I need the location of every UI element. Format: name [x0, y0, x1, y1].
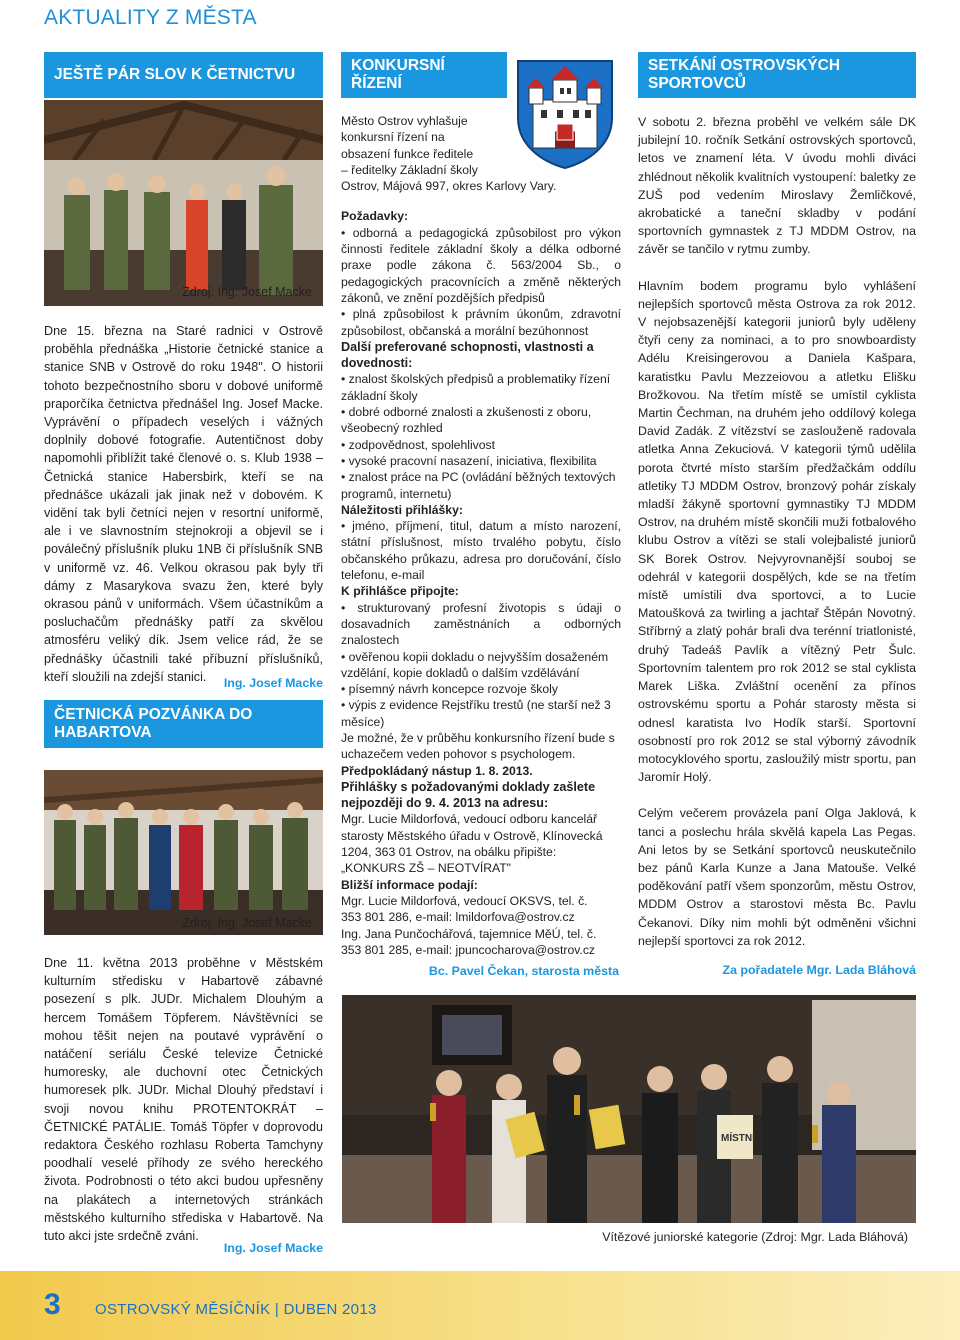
start-date: Předpokládaný nástup 1. 8. 2013. — [341, 763, 533, 778]
info-line: 353 801 285, e-mail: jpuncocharova@ostrov.cz — [341, 942, 596, 957]
info-line: Ing. Jana Punčochářová, tajemnice MěÚ, tel. č. — [341, 926, 597, 941]
attachments-title: K přihlášce připojte: — [341, 584, 459, 599]
author1: Ing. Josef Macke — [223, 676, 323, 690]
preferred-item: • dobré odborné znalosti a zkušenosti z oboru, všeobecný rozhled — [341, 405, 592, 436]
intro-line: – ředitelky Základní školy — [341, 162, 478, 177]
photo1-credit: Zdroj: Ing. Josef Macke — [182, 285, 312, 299]
preferred-title: Další preferované schopnosti, vlastnosti a dovednosti: — [341, 339, 594, 371]
deadline: Přihlášky s požadovanými doklady zašlete nejpozději do 9. 4. 2013 na adresu: — [341, 779, 596, 811]
photo-award-winners-graphic — [342, 995, 916, 1223]
photo-costumes — [44, 770, 323, 935]
photo-banner-text: MÍSTNÍ — [721, 1133, 755, 1144]
photo-lecture — [44, 100, 323, 306]
heading-konkurs: KONKURSNÍ ŘÍZENÍ — [341, 52, 507, 98]
info-line: Mgr. Lucie Mildorfová, vedoucí OKSVS, tel. č. — [341, 893, 588, 908]
page-title: AKTUALITY Z MĚSTA — [44, 6, 257, 29]
article-cetnictvo-text: Dne 15. března na Staré radnici v Ostrově proběhla přednáška „Historie četnické stanice a stanice SNB v Ostrově do roku 1948". O historii tohoto bezpečnostního sboru v dobové uniformě praporčíka četnictva přednášel Ing. Josef Macke. Vyprávění o případech veselých i vážných doplnily dobové fotografie. Autentičnost doby napomohli přiblížit také členové o. s. Klub 1938 – Četnická stanice Habersbirk, kteří se na přednášce ukázali jak jinak než v dobovém. K vidění tak byli četníci nejen v resortní uniformě, ale i ve slavnostním stejnokroji a objevil se i poválečný příslušník pluku 1NB či příslušník SNB v uniformě vz. 46. Velkou okrasou pak byly tři dámy z Masarykova svazu žen, které byly okrasou pánů v uniformách. Všem účastníkům a posluchačům přednášky patří za skvělou atmosféru veliký dík. Jsem velice rád, že se přednášky účastnili také příbuzní příslušníků, kteří sloužili na zdejší stanici. — [44, 324, 323, 684]
address-line: „KONKURS ZŠ – NEOTVÍRAT" — [341, 861, 512, 876]
photo-award-winners — [342, 995, 916, 1223]
attachment-item: • strukturovaný profesní životopis s údaji o dosavadních zaměstnáních a odborných znalostech — [341, 600, 621, 648]
preferred-item: • zodpovědnost, spolehlivost — [341, 437, 495, 452]
setkani-paragraph: Hlavním bodem programu bylo vyhlášení nejlepších sportovců města Ostrova za rok 2012. V nejobsazenější kategorii juniorů byly uděleny čtyři ceny za nominaci, a to pro snowboardisty Adélu Kreisingerovou a Daniela Kašpara, karatistku Pavlu Mezzeiovou a atletku Elišku Brožkovou. Na třetím místě se umístil cyklista Martin Čechman, na druhém jeho oddílový kolega David Zadák. Z vítězství se zaslouženě radovala atletka Anna Zekuciová. V kategorii týmů udělila porota čtvrté místo starším předžačkám oddílu atletiky TJ MDDM Ostrov, bronzový pohár získaly mladší žákyně sportovní gymnastiky TJ MDDM Ostrov, na druhém místě skončili muži fotbalového klubu Ostrov a vítězi se stali volejbalisté juniorů SK Borek Ostrov. Nejvyrovnanější souboj se odehrál v kategorii dospělých, kde se na třetím místě umístili dva sportovci, a to Lucie Matoušková za twirling a jachtař Štěpán Novotný. Stříbrný a zlatý pohár brali dva terénní triatlonisté, druhý Tadeáš Pavlík a vítězný Petr Šulc. Sportovním talentem pro rok 2012 se stal cyklista Marek Liška. Zvláštní ocenění za přínos ostrovskému sportu a Pohár starosty města si odnesl karatista Ivo Hodík starší. Sportovní osobností pro rok 2012 se stal výborný závodník motocyklového sportu, zasloužilý mistr sportu, pan Jaromír Holý. — [638, 278, 916, 785]
setkani-body — [638, 113, 916, 950]
heading-setkani: SETKÁNÍ OSTROVSKÝCH SPORTOVCŮ — [638, 52, 916, 98]
publication-name: OSTROVSKÝ MĚSÍČNÍK | DUBEN 2013 — [95, 1301, 377, 1318]
page-number: 3 — [44, 1288, 61, 1321]
intro-line: Město Ostrov vyhlašuje — [341, 114, 468, 128]
konkurs-body — [341, 113, 621, 958]
konkurs-intro — [341, 113, 621, 194]
info-line: 353 801 286, e-mail: lmildorfova@ostrov.cz — [341, 910, 575, 925]
setkani-paragraph: Celým večerem provázela paní Olga Jaklová, k tanci a poslechu hrála skvělá kapela Las Pegas. Ani letos by se Setkání sportovců neuskutečnilo bez pánů Karla Kunze a Jana Matouše. Velké poděkování patří všem sponzorům, městu Ostrov, MDDM Ostrov a starostovi města Bc. Pavlu Čekanovi. Díky nim mohli být odměněni všichni nejlepší sportovci za rok 2012. — [638, 806, 916, 948]
photo-costumes-graphic — [44, 770, 323, 935]
photo2-credit: Zdroj: Ing. Josef Macke — [182, 916, 312, 930]
author-setkani: Za pořadatele Mgr. Lada Bláhová — [722, 963, 916, 977]
heading-pozvanka: ČETNICKÁ POZVÁNKA DO HABARTOVA — [44, 700, 323, 748]
attachment-item: • ověřenou kopii dokladu o nejvyšším dosaženém vzdělání, kopie dokladů o dalším vzdělávání — [341, 649, 609, 680]
application-title: Náležitosti přihlášky: — [341, 502, 463, 517]
attachment-item: • písemný návrh koncepce rozvoje školy — [341, 682, 558, 697]
requirements-title: Požadavky: — [341, 209, 409, 224]
author2: Ing. Josef Macke — [223, 1241, 323, 1255]
heading-cetnictvo: JEŠTĚ PÁR SLOV K ČETNICTVU — [44, 52, 323, 98]
article-pozvanka: Dne 11. května 2013 proběhne v Městském kulturním středisku v Habartově zábavné posezení s plk. JUDr. Michalem Dlouhým a hercem Tomášem Töpferem. Návštěvníci se mohou těšit nejen na poutavé vyprávění o natáčení seriálu České televize Četnické humoresky, ale duchovní otec Četnických humoresek plk. JUDr. Michal Dlouhý představí i svoji novou knihu PROTENTOKRÁT – ČETNICKÉ PATÁLIE. Tomáš Töpfer v doprovodu redaktora Českého rozhlasu Roberta Tamchyny poodhalí veselé příhody ze svého hereckého života. Podrobnosti o této akci budou upřesněny na plakátech a internetových stránkách městského kulturního střediska v Habartově. Na tuto akci jste srdečně zváni. — [44, 956, 323, 1244]
photo3-caption: Vítězové juniorské kategorie (Zdroj: Mgr. Lada Bláhová) — [602, 1230, 908, 1244]
attachment-item: Je možné, že v průběhu konkursního řízení bude s uchazečem veden pohovor s psychologem. — [341, 730, 615, 762]
requirement-item: • odborná a pedagogická způsobilost pro výkon činnosti ředitele základní školy a délka odborné praxe podle zákona č. 563/2004 Sb., o pedagogických pracovnících a změně některých zákonů, ve znění pozdějších předpisů — [341, 225, 621, 305]
address-line: Mgr. Lucie Mildorfová, vedoucí odboru kancelář starosty Městského úřadu v Ostrově, Klínovecká 1204, 363 01 Ostrov, na obálku připište: — [341, 812, 603, 860]
info-title: Bližší informace podají: — [341, 877, 478, 892]
photo-lecture-graphic — [44, 100, 323, 306]
preferred-item: • znalost práce na PC (ovládání běžných textových programů, internetu) — [341, 470, 616, 501]
application-item: • jméno, příjmení, titul, datum a místo narození, státní příslušnost, místo trvalého pobytu, číslo občanského průkazu, adresa pro doručování, číslo telefonu, e-mail — [341, 519, 621, 583]
intro-line: konkursní řízení na — [341, 130, 445, 145]
setkani-paragraph: V sobotu 2. března proběhl ve velkém sále DK jubilejní 10. ročník Setkání ostrovských sportovců, letos ve znamení léta. V úvodu mohli diváci zhlédnout několik kvalitních vystoupení: baletky ze ZUŠ pod vedením Miroslavy Žemličkové, akrobatické a taneční skladby v podání sportovních gymnastek z TJ MDDM Ostrov, na závěr se tančilo v rytmu zumby. — [638, 115, 916, 257]
attachment-item: • výpis z evidence Rejstříku trestů (ne starší než 3 měsíce) — [341, 698, 611, 729]
intro-line: obsazení funkce ředitele — [341, 146, 474, 161]
requirement-item: • plná způsobilost k právním úkonům, zdravotní způsobilost, občanská a morální bezúhonnost — [341, 307, 621, 338]
intro-line: Ostrov, Májová 997, okres Karlovy Vary. — [341, 179, 557, 194]
article-cetnictvo — [44, 322, 323, 686]
preferred-item: • vysoké pracovní nasazení, iniciativa, flexibilita — [341, 453, 597, 468]
preferred-item: • znalost školských předpisů a problematiky řízení základní školy — [341, 372, 611, 403]
author-konkurs: Bc. Pavel Čekan, starosta města — [428, 964, 619, 978]
